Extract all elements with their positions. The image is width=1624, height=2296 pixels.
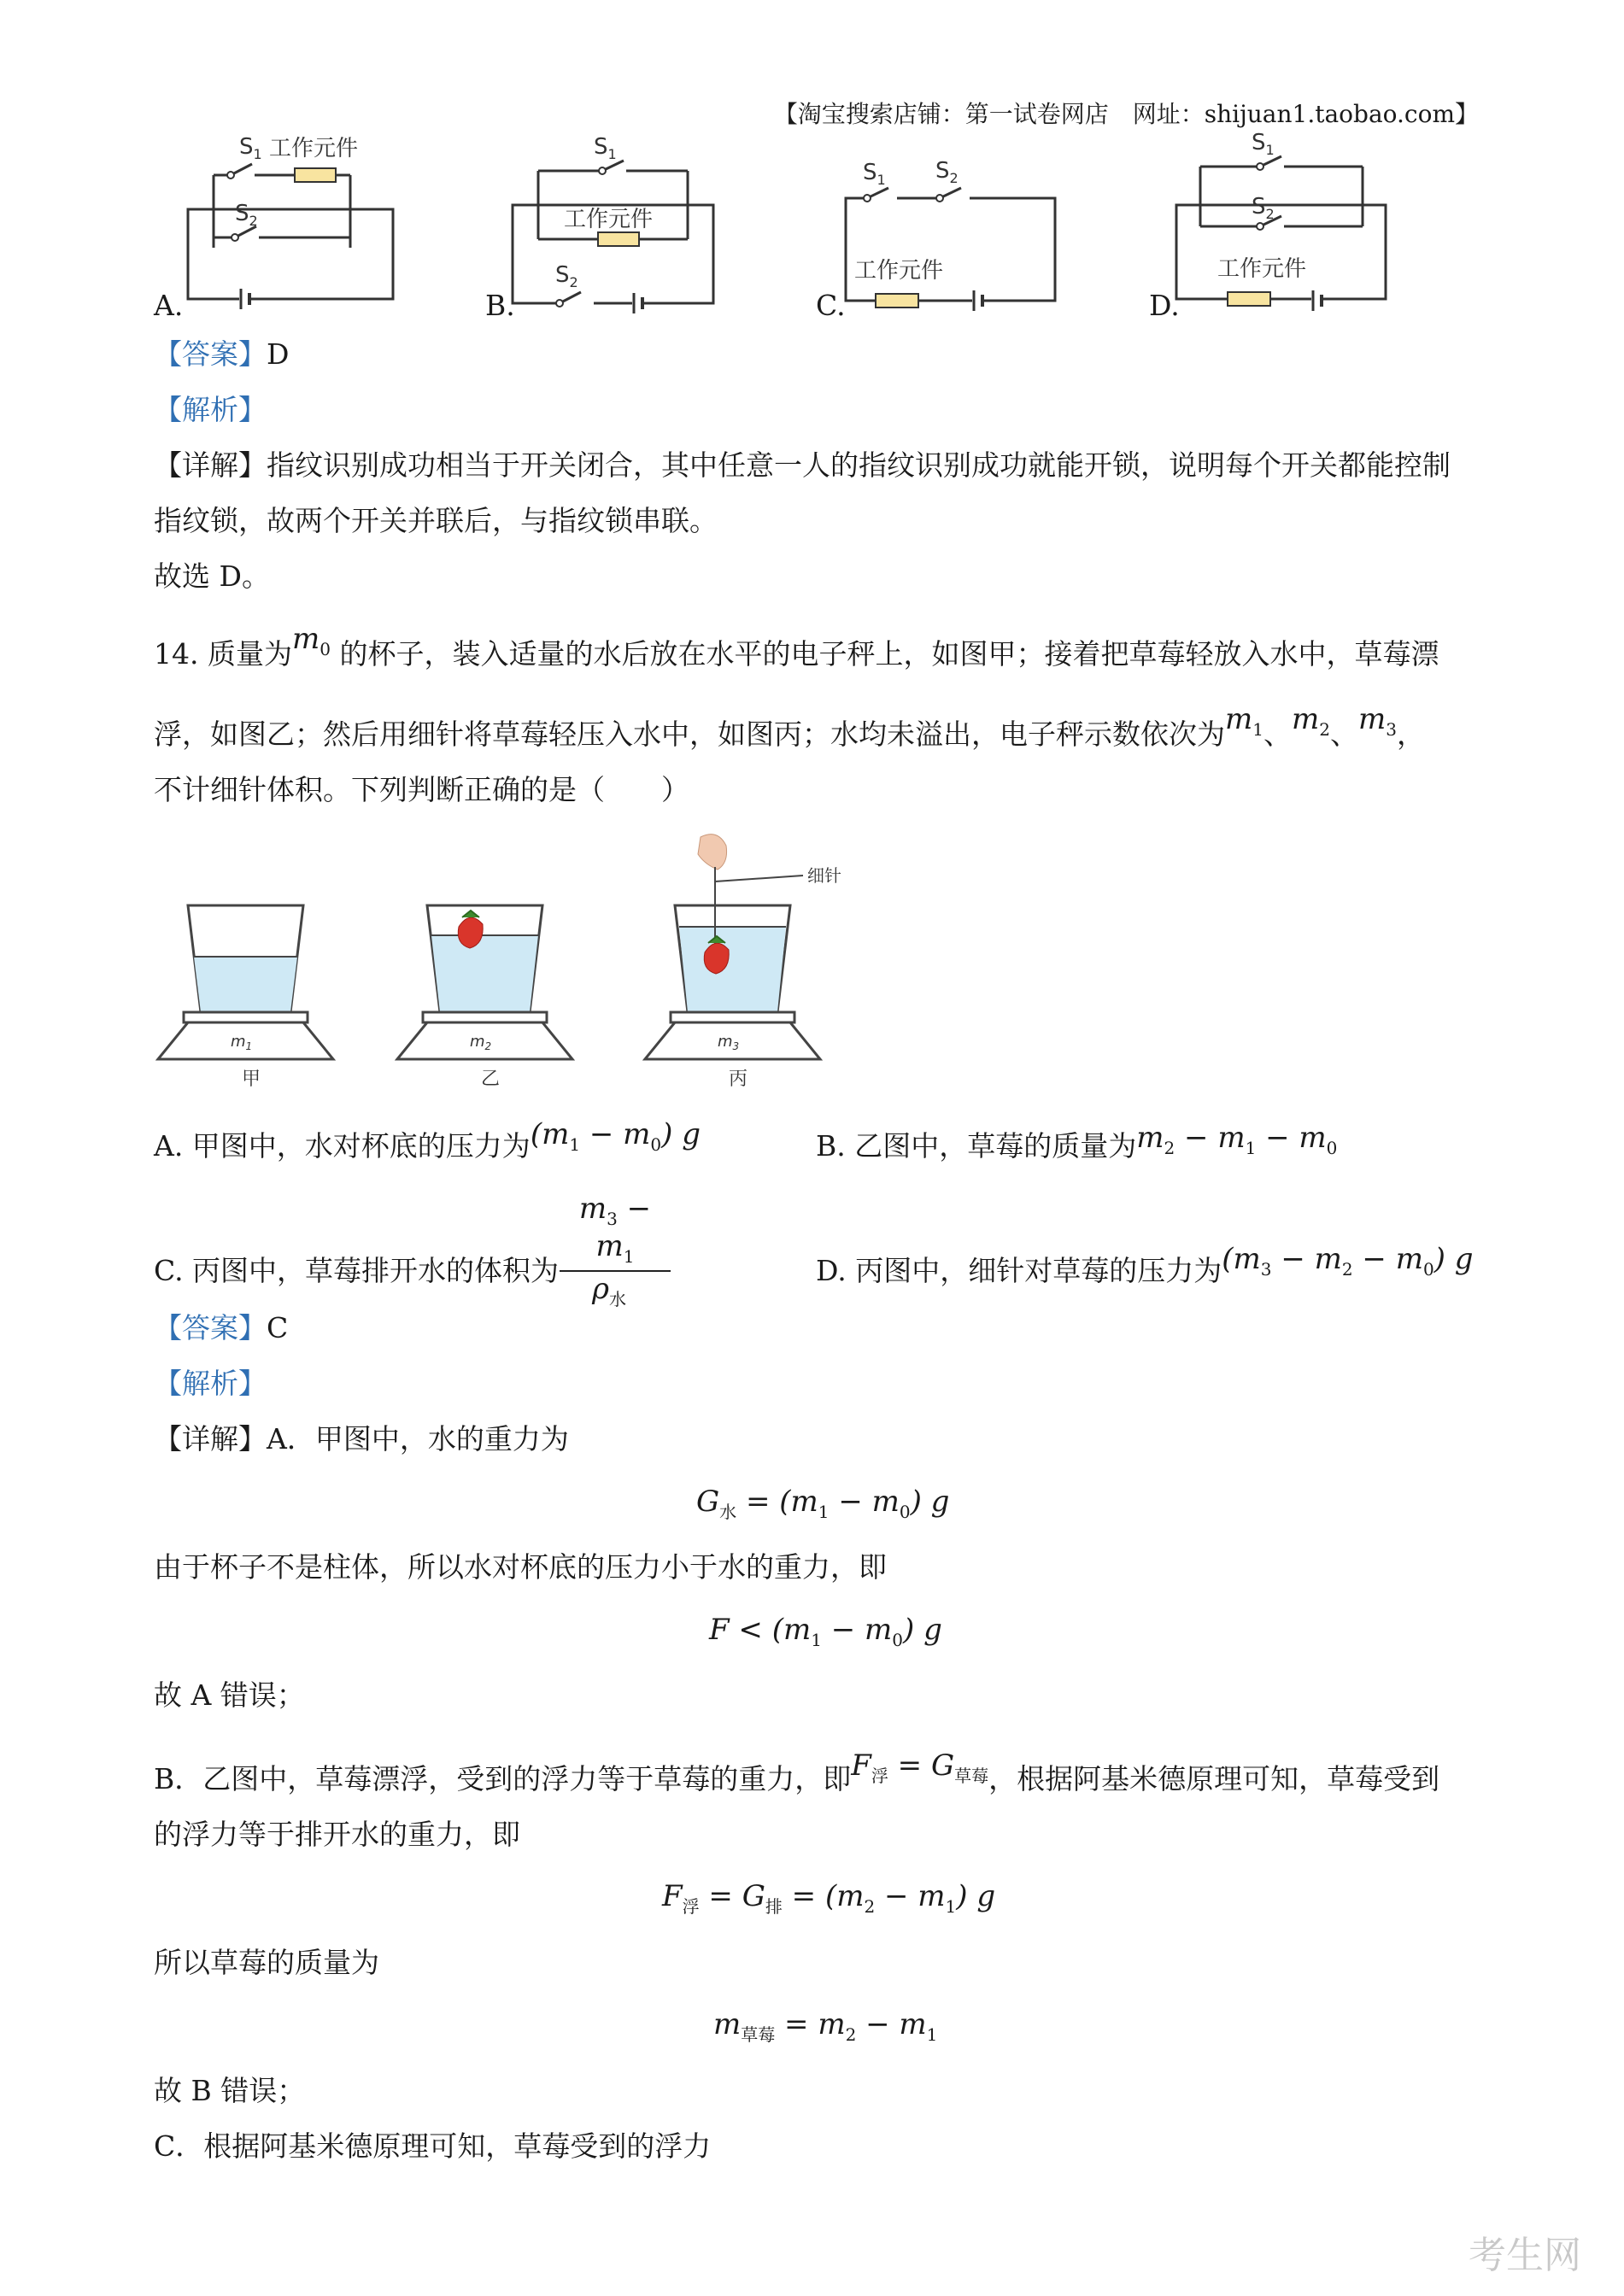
q14-option-d[interactable]: D. 丙图中，细针对草莓的压力为$(m_3 - m_2 - m_0)$ g bbox=[816, 1242, 1474, 1287]
svg-text:S1: $S_1$ bbox=[594, 134, 617, 162]
formula-pressure-force: $F < (m_1 - m_0)$ g bbox=[709, 1613, 942, 1650]
q13-answer: 【答案】D bbox=[154, 337, 290, 371]
svg-text:S2: $S_2$ bbox=[935, 158, 959, 186]
q14-stem-line3: 不计细针体积。下列判断正确的是（ ） bbox=[154, 773, 689, 806]
q14-detail-b1: B．乙图中，草莓漂浮，受到的浮力等于草莓的重力，即$F_浮 = G_{草莓}$，根据阿基米德原理可知，草莓受到 bbox=[154, 1748, 1440, 1795]
q14-option-c-fraction: $m_3 - m_1$ $\rho_水$ bbox=[560, 1192, 671, 1309]
svg-text:S2: $S_2$ bbox=[1252, 194, 1275, 222]
q14-detail-b3: 所以草莓的质量为 bbox=[154, 1946, 379, 1979]
circuit-a bbox=[188, 134, 393, 311]
scale-yi bbox=[397, 905, 572, 1059]
svg-text:细针: 细针 bbox=[807, 865, 841, 886]
q14-a-wrong: 故 A 错误； bbox=[154, 1678, 305, 1712]
q13-circuit-options bbox=[145, 128, 1478, 325]
formula-water-gravity: $G_水 = (m_1 - m_0)$ g bbox=[696, 1485, 950, 1522]
q14-detail-a2: 由于杯子不是柱体，所以水对杯底的压力小于水的重力，即 bbox=[154, 1550, 887, 1584]
circuit-d bbox=[1176, 130, 1386, 313]
q14-figure bbox=[150, 829, 876, 1102]
svg-text:m2: $m_2$ bbox=[470, 1033, 492, 1052]
circuit-b bbox=[513, 134, 713, 314]
scale-bing bbox=[645, 835, 841, 1059]
hand-icon bbox=[698, 835, 727, 870]
q13-detail-line2: 指纹锁，故两个开关并联后，与指纹锁串联。 bbox=[154, 504, 718, 537]
svg-text:S1: $S_1$ bbox=[1252, 130, 1275, 158]
q13-detail-line1: 【详解】指纹识别成功相当于开关闭合，其中任意一人的指纹识别成功就能开锁，说明每个开关都能控制 bbox=[154, 448, 1451, 482]
formula-buoyancy: $F_浮 = G_排 = (m_2 - m_1)$ g bbox=[662, 1879, 996, 1917]
svg-text:甲: 甲 bbox=[242, 1069, 261, 1090]
page-header: 【淘宝搜索店铺：第一试卷网店 网址：shijuan1.taobao.com】 bbox=[773, 100, 1479, 128]
circuit-d-label: D. bbox=[1149, 289, 1180, 322]
svg-text:m1: $m_1$ bbox=[231, 1033, 253, 1052]
svg-text:工作元件: 工作元件 bbox=[854, 258, 944, 284]
svg-text:工作元件: 工作元件 bbox=[1217, 256, 1307, 282]
svg-text:m3: $m_3$ bbox=[718, 1033, 740, 1052]
q14-analysis-label: 【解析】 bbox=[154, 1367, 267, 1400]
scale-jia bbox=[158, 905, 333, 1059]
q14-option-b[interactable]: B. 乙图中，草莓的质量为$m_2 - m_1 - m_0$ bbox=[816, 1121, 1338, 1163]
svg-text:丙: 丙 bbox=[729, 1069, 748, 1090]
q14-detail-c: C．根据阿基米德原理可知，草莓受到的浮力 bbox=[154, 2129, 712, 2163]
q14-stem-line2: 浮，如图乙；然后用细针将草莓轻压入水中，如图丙；水均未溢出，电子秤示数依次为$m_1$、$m_2$、$m_3$， bbox=[154, 702, 1425, 751]
svg-text:工作元件: 工作元件 bbox=[269, 136, 359, 161]
q13-conclusion: 故选 D。 bbox=[154, 559, 270, 593]
svg-text:乙: 乙 bbox=[481, 1069, 501, 1090]
circuit-a-label: A. bbox=[154, 289, 184, 322]
formula-strawberry-mass: $m_{草莓} = m_2 - m_1$ bbox=[713, 2007, 938, 2045]
svg-text:工作元件: 工作元件 bbox=[564, 207, 654, 232]
q13-analysis-label: 【解析】 bbox=[154, 393, 267, 426]
q14-option-c[interactable]: C. 丙图中，草莓排开水的体积为 bbox=[154, 1254, 560, 1287]
svg-text:S2: $S_2$ bbox=[235, 201, 258, 229]
watermark-logo: 考生网 bbox=[1469, 2234, 1581, 2277]
circuit-b-label: B. bbox=[485, 289, 515, 322]
svg-text:S1: $S_1$ bbox=[239, 134, 262, 162]
circuit-c-label: C. bbox=[816, 289, 846, 322]
svg-text:S2: $S_2$ bbox=[555, 262, 578, 290]
q14-b-wrong: 故 B 错误； bbox=[154, 2074, 306, 2107]
circuit-c bbox=[846, 158, 1055, 313]
q14-stem-line1: 14. 质量为$m_0$ 的杯子，装入适量的水后放在水平的电子秤上，如图甲；接着把草莓轻放入水中，草莓漂 bbox=[154, 622, 1439, 671]
q14-detail-a: 【详解】A．甲图中，水的重力为 bbox=[154, 1422, 569, 1456]
q14-detail-b2: 的浮力等于排开水的重力，即 bbox=[154, 1818, 520, 1851]
q14-answer: 【答案】C bbox=[154, 1311, 289, 1344]
svg-text:S1: $S_1$ bbox=[863, 160, 886, 188]
q14-option-a[interactable]: A. 甲图中，水对杯底的压力为$(m_1 - m_0)$ g bbox=[154, 1117, 701, 1163]
